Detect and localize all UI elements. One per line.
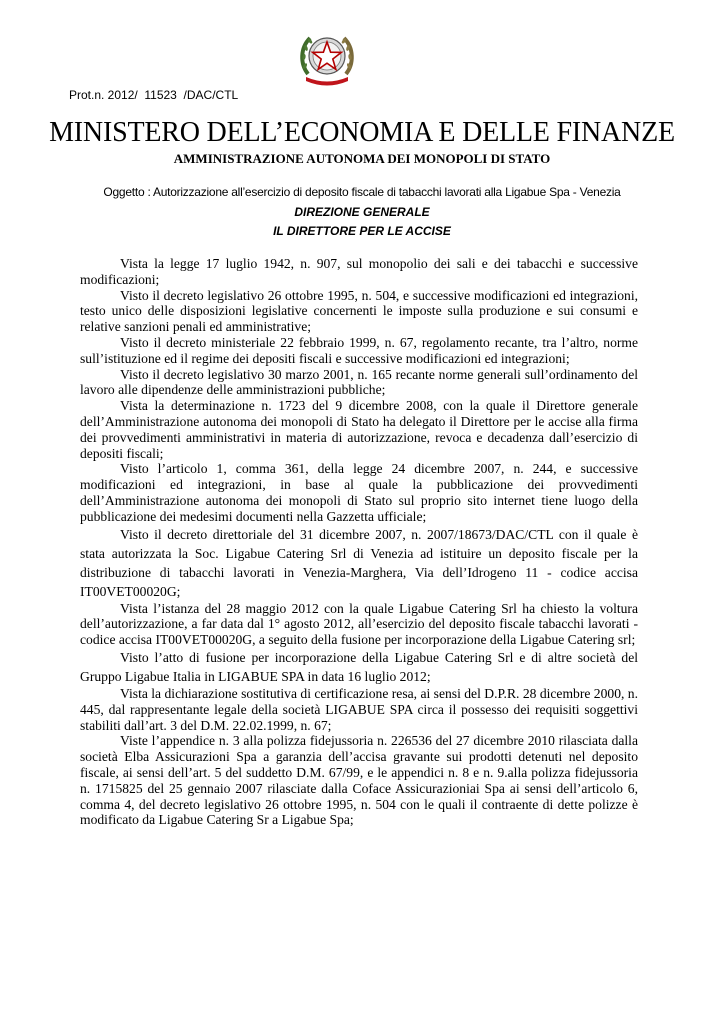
- administration-subtitle: AMMINISTRAZIONE AUTONOMA DEI MONOPOLI DI STATO: [173, 151, 551, 166]
- paragraph-legge-244: Visto l’articolo 1, comma 361, della legge 24 dicembre 2007, n. 244, e successive modificazioni ed integrazioni, in base al quale la pubblicazione dei provvedimenti dell’Amministrazione autonoma dei monopoli di Stato sul proprio sito internet tiene luogo della pubblicazione dei medesimi documenti nella Gazzetta ufficiale;: [80, 461, 638, 524]
- paragraph-dichiarazione: Vista la dichiarazione sostitutiva di certificazione resa, ai sensi del D.P.R. 28 dicembre 2000, n. 445, dal rappresentante legale della società LIGABUE SPA circa il possesso dei requisiti soggettivi stabiliti dall’art. 3 del D.M. 22.02.1999, n. 67;: [80, 685, 638, 733]
- subject-line: Oggetto : Autorizzazione all’esercizio di deposito fiscale di tabacchi lavorati alla Ligabue Spa - Venezia: [103, 185, 621, 199]
- paragraph-polizze: Viste l’appendice n. 3 alla polizza fidejussoria n. 226536 del 27 dicembre 2010 rilasciata dalla società Elba Assicurazioni Spa a garanzia dell’accisa gravante sui prodotti detenuti nel deposito fiscale, ai sensi dell’art. 5 del suddetto D.M. 67/99, e le appendici n. 8 e n. 9.alla polizza fidejussoria n. 1715825 del 25 gennaio 2007 rilasciate dalla Coface Assicurazioniai Spa ai sensi dell’articolo 6, comma 4, del decreto legislativo 26 ottobre 1995, n. 504 con le quali il contraente di dette polizze è modificato da Ligabue Catering Sr a Ligabue Spa;: [80, 733, 638, 828]
- paragraph-dm-67: Visto il decreto ministeriale 22 febbraio 1999, n. 67, regolamento recante, tra l’altro, norme sull’istituzione ed il regime dei depositi fiscali e successive modificazioni ed integrazioni;: [80, 334, 638, 366]
- paragraph-determinazione-1723: Vista la determinazione n. 1723 del 9 dicembre 2008, con la quale il Direttore generale dell’Amministrazione autonoma dei monopoli di Stato ha delegato il Direttore per le accise alla firma dei provvedimenti amministrativi in materia di autorizzazione, revoca e decadenza dall’esercizio di depositi fiscali;: [80, 398, 638, 461]
- document-body: [80, 256, 638, 828]
- paragraph-legge-1942: Vista la legge 17 luglio 1942, n. 907, sul monopolio dei sali e dei tabacchi e successive modificazioni;: [80, 256, 638, 287]
- director-heading: IL DIRETTORE PER LE ACCISE: [273, 224, 451, 238]
- paragraph-dlgs-504: Visto il decreto legislativo 26 ottobre 1995, n. 504, e successive modificazioni ed integrazioni, testo unico delle disposizioni legislative concernenti le imposte sulla produzione e sui consumi e relative sanzioni penali ed amministrative;: [80, 287, 638, 335]
- paragraph-atto-fusione: Visto l’atto di fusione per incorporazione della Ligabue Catering Srl e di altre società del Gruppo Ligabue Italia in LIGABUE SPA in data 16 luglio 2012;: [80, 649, 638, 684]
- direction-heading: DIREZIONE GENERALE: [294, 205, 430, 219]
- protocol-number: Prot.n. 2012/ 11523 /DAC/CTL: [69, 88, 239, 102]
- paragraph-dlgs-165: Visto il decreto legislativo 30 marzo 2001, n. 165 recante norme generali sull’ordinamento del lavoro alle dipendenze delle amministrazioni pubbliche;: [80, 366, 638, 398]
- italian-republic-emblem-icon: [298, 30, 356, 86]
- paragraph-decreto-direttoriale: Visto il decreto direttoriale del 31 dicembre 2007, n. 2007/18673/DAC/CTL con il quale è stata autorizzata la Soc. Ligabue Catering Srl di Venezia ad istituire un deposito fiscale per la distribuzione di tabacchi lavorati in Venezia-Marghera, Via dell’Idrogeno 11 - codice accisa IT00VET00020G;: [80, 526, 638, 599]
- ministry-title: MINISTERO DELL’ECONOMIA E DELLE FINANZE: [49, 117, 675, 148]
- paragraph-istanza: Vista l’istanza del 28 maggio 2012 con la quale Ligabue Catering Srl ha chiesto la voltura dell’autorizzazione, a far data dal 1° agosto 2012, all’esercizio del deposito fiscale tabacchi lavorati - codice accisa IT00VET00020G, a seguito della fusione per incorporazione della Ligabue Catering srl;: [80, 600, 638, 648]
